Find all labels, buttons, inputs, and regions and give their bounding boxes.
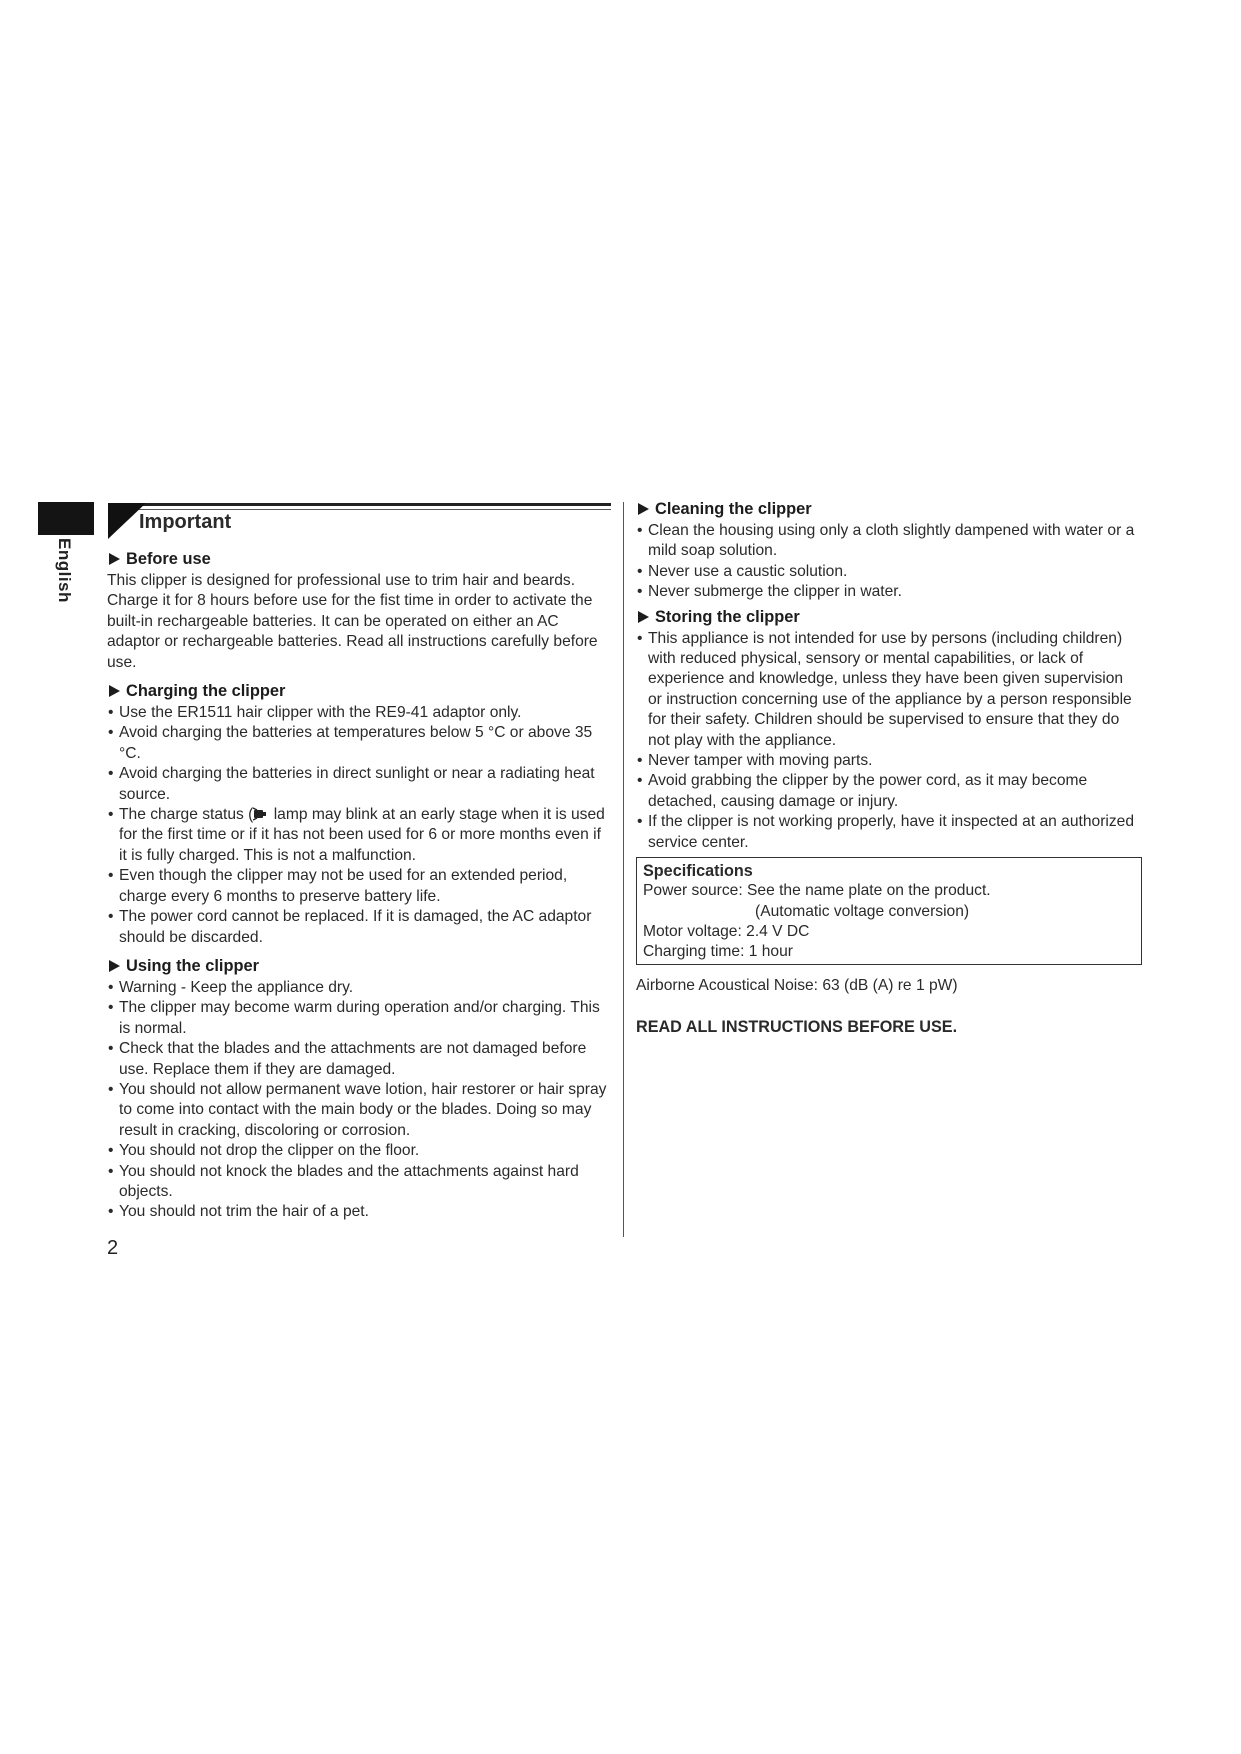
list-item: • Avoid charging the batteries in direct sunlight or near a radiating heat source. — [107, 764, 611, 805]
arrow-right-icon — [109, 960, 120, 972]
section-before-use — [107, 549, 611, 673]
section-heading: Cleaning the clipper — [636, 499, 1141, 520]
bullet-list — [636, 629, 1141, 853]
list-item: • Clean the housing using only a cloth slightly dampened with water or a mild soap solution. — [636, 521, 1141, 562]
section-storing — [636, 607, 1141, 853]
list-item: • You should not drop the clipper on the floor. — [107, 1141, 611, 1161]
language-tab-label: English — [55, 538, 74, 603]
section-cleaning — [636, 499, 1141, 603]
list-item: • Never tamper with moving parts. — [636, 751, 1141, 771]
language-tab-marker — [38, 502, 94, 535]
list-item: • You should not allow permanent wave lotion, hair restorer or hair spray to come into contact with the main body or the blades. Doing so may result in cracking, discoloring or corrosion. — [107, 1080, 611, 1141]
list-item: • Never submerge the clipper in water. — [636, 582, 1141, 602]
arrow-right-icon — [638, 503, 649, 515]
arrow-right-icon — [638, 611, 649, 623]
section-heading: Using the clipper — [107, 956, 611, 977]
read-all-notice: READ ALL INSTRUCTIONS BEFORE USE. — [636, 1018, 958, 1037]
page-title: Important — [139, 511, 232, 533]
section-heading: Storing the clipper — [636, 607, 1141, 628]
section-heading: Charging the clipper — [107, 681, 611, 702]
spec-charging-time: Charging time: 1 hour — [643, 943, 793, 961]
list-item: • The power cord cannot be replaced. If it is damaged, the AC adaptor should be discarded. — [107, 907, 611, 948]
spec-motor-voltage: Motor voltage: 2.4 V DC — [643, 922, 810, 940]
bullet-list — [636, 521, 1141, 603]
spec-power-source: Power source: See the name plate on the product. — [643, 882, 991, 900]
list-item: • Avoid grabbing the clipper by the power cord, as it may become detached, causing damage or injury. — [636, 771, 1141, 812]
spec-power-note: (Automatic voltage conversion) — [755, 902, 970, 920]
section-using — [107, 956, 611, 1223]
list-item: • This appliance is not intended for use by persons (including children) with reduced physical, sensory or mental capabilities, or lack of experience and knowledge, unless they have been given supervision or instruction concerning use of the appliance by a person responsible for their safety. Children should be supervised to ensure that they do not play with the appliance. — [636, 629, 1141, 751]
list-item: • You should not knock the blades and the attachments against hard objects. — [107, 1162, 611, 1203]
specifications-box — [636, 857, 1142, 965]
list-item-charge-status: • The charge status ( lamp may blink at an early stage when it is used for the first time or if it has not been used for 6 or more months even if it is fully charged. This is not a malfunction. — [107, 805, 611, 866]
list-item: • Avoid charging the batteries at temperatures below 5 °C or above 35 °C. — [107, 723, 611, 764]
bullet-list — [107, 703, 611, 948]
section-charging — [107, 681, 611, 948]
column-divider — [623, 502, 624, 1237]
list-item: • Check that the blades and the attachments are not damaged before use. Replace them if they are damaged. — [107, 1039, 611, 1080]
left-column — [107, 549, 611, 1223]
arrow-right-icon — [109, 685, 120, 697]
bullet-list — [107, 978, 611, 1223]
right-column — [636, 499, 1141, 1038]
page-number: 2 — [107, 1237, 119, 1259]
list-item: • Never use a caustic solution. — [636, 562, 1141, 582]
arrow-right-icon — [109, 553, 120, 565]
list-item: • You should not trim the hair of a pet. — [107, 1202, 611, 1222]
before-use-text: This clipper is designed for professional use to trim hair and beards. Charge it for 8 hours before use for the fist time in order to activate the built-in rechargeable batteries. It can be operated on either an AC adaptor or rechargeable batteries. Read all instructions carefully before use. — [107, 572, 598, 671]
section-heading: Before use — [107, 549, 611, 570]
header-rule-thin — [108, 509, 611, 510]
specifications-title: Specifications — [643, 862, 753, 881]
list-item: • The clipper may become warm during operation and/or charging. This is normal. — [107, 998, 611, 1039]
charge-lamp-icon — [253, 807, 269, 821]
header-rule — [108, 503, 611, 506]
list-item: • If the clipper is not working properly, have it inspected at an authorized service center. — [636, 812, 1141, 853]
list-item: • Warning - Keep the appliance dry. — [107, 978, 611, 998]
list-item: • Use the ER1511 hair clipper with the RE9-41 adaptor only. — [107, 703, 611, 723]
acoustic-noise-text: Airborne Acoustical Noise: 63 (dB (A) re 1 pW) — [636, 976, 958, 994]
list-item: • Even though the clipper may not be used for an extended period, charge every 6 months to preserve battery life. — [107, 866, 611, 907]
